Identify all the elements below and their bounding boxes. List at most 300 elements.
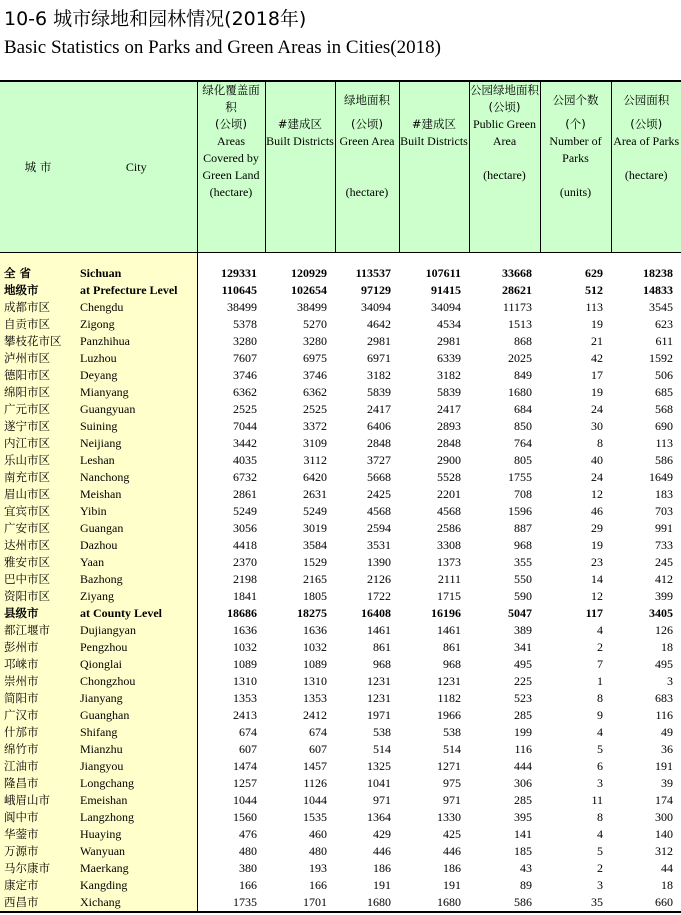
cell-public-green: 11173 [502,300,532,314]
table-row [0,537,681,554]
row-city-en: Bazhong [76,571,197,588]
cell-parks-area: 113 [655,436,673,450]
header-public-unit-en: (hectare) [483,168,526,182]
spacer-row [0,253,681,266]
cell-public-green: 805 [514,453,532,467]
cell-parks-area: 399 [655,589,673,603]
cell-green: 2848 [367,436,391,450]
cell-green-built: 34094 [431,300,461,314]
header-green-en: Green Area [339,134,395,148]
row-city-cn: 遂宁市区 [0,418,76,435]
cell-green-built: 1966 [437,708,461,722]
cell-covered: 1032 [233,640,257,654]
cell-parks-area: 39 [661,776,673,790]
cell-green: 971 [373,793,391,807]
header-public [469,81,540,253]
header-parks-area-unit-cn: (公顷) [630,117,663,131]
table-row [0,809,681,826]
table-row [0,384,681,401]
cell-green: 3182 [367,368,391,382]
row-city-en: Maerkang [76,860,197,877]
table-row [0,639,681,656]
row-city-cn: 西昌市 [0,894,76,912]
row-city-cn: 县级市 [0,605,76,622]
cell-covered-built: 5249 [303,504,327,518]
cell-green-built: 1330 [437,810,461,824]
cell-covered-built: 3372 [303,419,327,433]
cell-green-built: 4568 [437,504,461,518]
cell-covered: 1636 [233,623,257,637]
table-row [0,656,681,673]
cell-covered: 2370 [233,555,257,569]
row-city-en: Nanchong [76,469,197,486]
cell-covered: 18686 [227,606,257,620]
cell-green-built: 16196 [431,606,461,620]
cell-parks-area: 586 [655,453,673,467]
row-city-cn: 峨眉山市 [0,792,76,809]
row-city-cn: 资阳市区 [0,588,76,605]
cell-parks-area: 116 [655,708,673,722]
cell-parks-area: 36 [661,742,673,756]
cell-covered-built: 6420 [303,470,327,484]
cell-covered-built: 1089 [303,657,327,671]
cell-parks-number: 8 [597,436,603,450]
header-row [0,81,681,253]
cell-parks-number: 30 [591,419,603,433]
cell-parks-number: 42 [591,351,603,365]
cell-parks-area: 683 [655,691,673,705]
cell-green: 2126 [367,572,391,586]
cell-parks-area: 991 [655,521,673,535]
row-city-cn: 广元市区 [0,401,76,418]
row-city-cn: 巴中市区 [0,571,76,588]
cell-covered-built: 3746 [303,368,327,382]
header-covered-cn: 绿化覆盖面积 [202,83,260,114]
header-covered [197,81,265,253]
cell-green: 861 [373,640,391,654]
cell-parks-area: 611 [655,334,673,348]
cell-covered: 1089 [233,657,257,671]
cell-green-built: 5528 [437,470,461,484]
row-city-en: Xichang [76,894,197,912]
cell-parks-number: 46 [591,504,603,518]
cell-green: 1461 [367,623,391,637]
row-city-cn: 康定市 [0,877,76,894]
row-city-cn: 隆昌市 [0,775,76,792]
row-city-en: Langzhong [76,809,197,826]
cell-green: 34094 [361,300,391,314]
cell-parks-area: 3545 [649,300,673,314]
cell-public-green: 586 [469,894,540,912]
cell-green: 97129 [361,283,391,297]
cell-public-green: 43 [520,861,532,875]
row-city-cn: 都江堰市 [0,622,76,639]
cell-covered-built: 2165 [303,572,327,586]
row-city-cn: 泸州市区 [0,350,76,367]
cell-green-built: 1680 [399,894,469,912]
cell-parks-number: 11 [591,793,603,807]
cell-parks-number: 24 [591,402,603,416]
row-city-en: Kangding [76,877,197,894]
cell-parks-number: 19 [591,538,603,552]
cell-green-built: 107611 [425,266,461,280]
cell-parks-number: 17 [591,368,603,382]
cell-covered-built: 18275 [297,606,327,620]
header-parks-area-cn: 公园面积 [623,93,670,107]
cell-public-green: 285 [514,793,532,807]
cell-green-built: 1715 [437,589,461,603]
cell-public-green: 306 [514,776,532,790]
cell-covered-built: 460 [309,827,327,841]
cell-green: 5839 [367,385,391,399]
cell-covered: 38499 [227,300,257,314]
row-city-cn: 广汉市 [0,707,76,724]
cell-covered: 5378 [233,317,257,331]
cell-public-green: 89 [520,878,532,892]
row-city-cn: 乐山市区 [0,452,76,469]
row-city-en: Chengdu [76,299,197,316]
row-city-en: Yaan [76,554,197,571]
cell-public-green: 550 [514,572,532,586]
cell-parks-area: 183 [655,487,673,501]
cell-parks-number: 6 [597,759,603,773]
table-row [0,860,681,877]
table-row [0,826,681,843]
table-row [0,843,681,860]
cell-public-green: 444 [514,759,532,773]
row-city-en: Deyang [76,367,197,384]
header-parks-number-cn: 公园个数 [552,93,599,107]
row-city-cn: 华蓥市 [0,826,76,843]
cell-parks-area: 3 [667,674,673,688]
row-city-cn: 江油市 [0,758,76,775]
spacer-cell [540,253,611,266]
cell-covered-built: 6975 [303,351,327,365]
cell-covered: 129331 [221,266,257,280]
header-public-en: Public Green Area [473,117,536,148]
cell-covered: 674 [239,725,257,739]
cell-covered-built: 1044 [303,793,327,807]
header-parks-area-en: Area of Parks [613,134,680,148]
cell-green-built: 861 [443,640,461,654]
cell-covered: 2861 [233,487,257,501]
cell-public-green: 684 [514,402,532,416]
row-city-en: Mianyang [76,384,197,401]
cell-covered-built: 1701 [265,894,335,912]
table-row [0,401,681,418]
cell-parks-number: 3 [597,776,603,790]
cell-green-built: 1271 [437,759,461,773]
cell-parks-area: 18238 [643,266,673,280]
cell-parks-area: 245 [655,555,673,569]
cell-green-built: 975 [443,776,461,790]
cell-parks-area: 3405 [649,606,673,620]
cell-covered-built: 1032 [303,640,327,654]
row-city-cn: 全 省 [0,265,76,282]
cell-green: 1231 [367,674,391,688]
cell-parks-number: 7 [597,657,603,671]
title-chinese: 10-6 城市绿地和园林情况(2018年) [4,8,307,30]
row-city-cn: 彭州市 [0,639,76,656]
cell-green: 191 [373,878,391,892]
row-city-en: Dujiangyan [76,622,197,639]
row-city-cn: 广安市区 [0,520,76,537]
cell-green-built: 2111 [437,572,461,586]
title-english: Basic Statistics on Parks and Green Areas in Cities(2018) [4,37,441,58]
cell-covered-built: 2412 [303,708,327,722]
cell-parks-area: 506 [655,368,673,382]
row-city-cn: 雅安市区 [0,554,76,571]
cell-covered: 5249 [233,504,257,518]
row-city-en: Huaying [76,826,197,843]
row-city-cn: 地级市 [0,282,76,299]
cell-green-built: 2900 [437,453,461,467]
spacer-cell [611,253,681,266]
table-row [0,333,681,350]
cell-green-built: 5839 [437,385,461,399]
cell-covered-built: 1636 [303,623,327,637]
cell-parks-area: 568 [655,402,673,416]
cell-covered: 380 [239,861,257,875]
cell-green-built: 2981 [437,334,461,348]
spacer-cell [469,253,540,266]
cell-parks-number: 21 [591,334,603,348]
cell-covered-built: 193 [309,861,327,875]
cell-parks-number: 5 [597,844,603,858]
cell-covered-built: 120929 [291,266,327,280]
cell-public-green: 1513 [508,317,532,331]
cell-green: 186 [373,861,391,875]
cell-parks-area: 44 [661,861,673,875]
header-covered-built [265,81,335,253]
cell-green: 1722 [367,589,391,603]
cell-public-green: 1755 [508,470,532,484]
row-city-en: Sichuan [76,265,197,282]
row-city-en: Mianzhu [76,741,197,758]
cell-public-green: 495 [514,657,532,671]
cell-green: 514 [373,742,391,756]
cell-green: 1231 [367,691,391,705]
cell-green: 1390 [367,555,391,569]
cell-covered-built: 1126 [303,776,327,790]
cell-covered-built: 3584 [303,538,327,552]
cell-covered: 1257 [233,776,257,790]
table-row [0,622,681,639]
table-row [0,894,681,912]
header-covered-en: Areas Covered by Green Land [202,134,260,182]
cell-covered: 476 [239,827,257,841]
header-green-unit-en: (hectare) [345,185,389,199]
header-parks-number-unit-en: (units) [559,185,592,199]
cell-covered: 1474 [233,759,257,773]
header-covered-unit-en: (hectare) [209,185,253,199]
table-row [0,316,681,333]
statistics-table-wrapper [0,80,681,913]
cell-parks-area: 1649 [649,470,673,484]
cell-covered: 166 [239,878,257,892]
row-city-cn: 马尔康市 [0,860,76,877]
cell-green: 1041 [367,776,391,790]
cell-green-built: 6339 [437,351,461,365]
cell-covered-built: 6362 [303,385,327,399]
cell-green-built: 191 [443,878,461,892]
cell-parks-area: 18 [661,878,673,892]
cell-parks-number: 35 [540,894,611,912]
cell-covered: 3442 [233,436,257,450]
row-city-cn: 眉山市区 [0,486,76,503]
cell-covered: 7044 [233,419,257,433]
cell-covered-built: 1535 [303,810,327,824]
cell-covered: 1310 [233,674,257,688]
cell-parks-area: 685 [655,385,673,399]
cell-parks-area: 18 [661,640,673,654]
cell-public-green: 199 [514,725,532,739]
table-row [0,350,681,367]
cell-parks-number: 8 [597,810,603,824]
cell-parks-area: 140 [655,827,673,841]
row-city-cn: 什邡市 [0,724,76,741]
cell-green-built: 2848 [437,436,461,450]
cell-public-green: 5047 [508,606,532,620]
cell-public-green: 708 [514,487,532,501]
cell-green: 3727 [367,453,391,467]
cell-parks-number: 1 [597,674,603,688]
cell-parks-number: 2 [597,640,603,654]
cell-covered-built: 607 [309,742,327,756]
row-city-cn: 南充市区 [0,469,76,486]
header-city-en: City [76,81,197,253]
cell-green-built: 186 [443,861,461,875]
cell-green-built: 446 [443,844,461,858]
cell-green-built: 425 [443,827,461,841]
row-city-en: Chongzhou [76,673,197,690]
table-row [0,282,681,299]
cell-green-built: 2417 [437,402,461,416]
cell-green-built: 1231 [437,674,461,688]
row-city-cn: 宜宾市区 [0,503,76,520]
cell-green-built: 968 [443,657,461,671]
table-body [0,253,681,913]
spacer-cell [76,253,197,266]
cell-green-built: 1373 [437,555,461,569]
cell-green: 4568 [367,504,391,518]
cell-green-built: 514 [443,742,461,756]
row-city-en: Guanghan [76,707,197,724]
row-city-en: Pengzhou [76,639,197,656]
header-covered-built-en: Built Districts [266,134,334,148]
header-covered-built-cn: #建成区 [277,117,323,131]
row-city-en: Shifang [76,724,197,741]
row-city-cn: 阆中市 [0,809,76,826]
cell-covered: 1560 [233,810,257,824]
header-parks-number [540,81,611,253]
cell-green: 1364 [367,810,391,824]
row-city-cn: 攀枝花市区 [0,333,76,350]
header-green-unit-cn: (公顷) [351,117,383,131]
cell-green: 1680 [335,894,399,912]
cell-covered: 3056 [233,521,257,535]
cell-public-green: 887 [514,521,532,535]
header-parks-number-unit-cn: (个) [565,117,586,131]
table-row [0,265,681,282]
cell-green-built: 971 [443,793,461,807]
cell-public-green: 850 [514,419,532,433]
cell-parks-number: 117 [585,606,603,620]
cell-covered: 2198 [233,572,257,586]
cell-green: 6406 [367,419,391,433]
cell-covered-built: 5270 [303,317,327,331]
table-row [0,673,681,690]
cell-covered-built: 1353 [303,691,327,705]
table-row [0,605,681,622]
cell-parks-number: 23 [591,555,603,569]
table-row [0,520,681,537]
spacer-cell [0,253,76,266]
cell-covered: 6732 [233,470,257,484]
statistics-table [0,80,681,913]
row-city-en: Luzhou [76,350,197,367]
cell-parks-area: 1592 [649,351,673,365]
cell-green: 16408 [361,606,391,620]
table-row [0,503,681,520]
row-city-en: Dazhou [76,537,197,554]
cell-covered-built: 3112 [303,453,327,467]
cell-public-green: 395 [514,810,532,824]
cell-green-built: 3182 [437,368,461,382]
cell-covered-built: 480 [309,844,327,858]
cell-green: 1325 [367,759,391,773]
cell-green-built: 538 [443,725,461,739]
table-row [0,690,681,707]
cell-public-green: 341 [514,640,532,654]
cell-green: 4642 [367,317,391,331]
cell-green: 5668 [367,470,391,484]
cell-parks-area: 312 [655,844,673,858]
cell-public-green: 225 [514,674,532,688]
table-row [0,758,681,775]
cell-public-green: 1596 [508,504,532,518]
cell-parks-number: 5 [597,742,603,756]
table-row [0,469,681,486]
spacer-cell [265,253,335,266]
row-city-en: Jianyang [76,690,197,707]
cell-green: 446 [373,844,391,858]
cell-public-green: 285 [514,708,532,722]
spacer-cell [399,253,469,266]
cell-parks-number: 9 [597,708,603,722]
row-city-cn: 绵阳市区 [0,384,76,401]
cell-parks-number: 4 [597,623,603,637]
row-city-en: Guangyuan [76,401,197,418]
cell-green: 968 [373,657,391,671]
cell-green: 113537 [355,266,391,280]
cell-public-green: 868 [514,334,532,348]
row-city-cn: 邛崃市 [0,656,76,673]
header-green-built-en: Built Districts [400,134,468,148]
cell-covered-built: 1457 [303,759,327,773]
cell-parks-number: 19 [591,317,603,331]
cell-green: 2594 [367,521,391,535]
table-row [0,299,681,316]
spacer-cell [335,253,399,266]
cell-covered-built: 2631 [303,487,327,501]
cell-parks-number: 14 [591,572,603,586]
row-city-en: Guangan [76,520,197,537]
cell-covered: 1735 [197,894,265,912]
row-city-cn: 达州市区 [0,537,76,554]
header-city-cn: 城 市 [0,81,76,253]
cell-covered: 1841 [233,589,257,603]
